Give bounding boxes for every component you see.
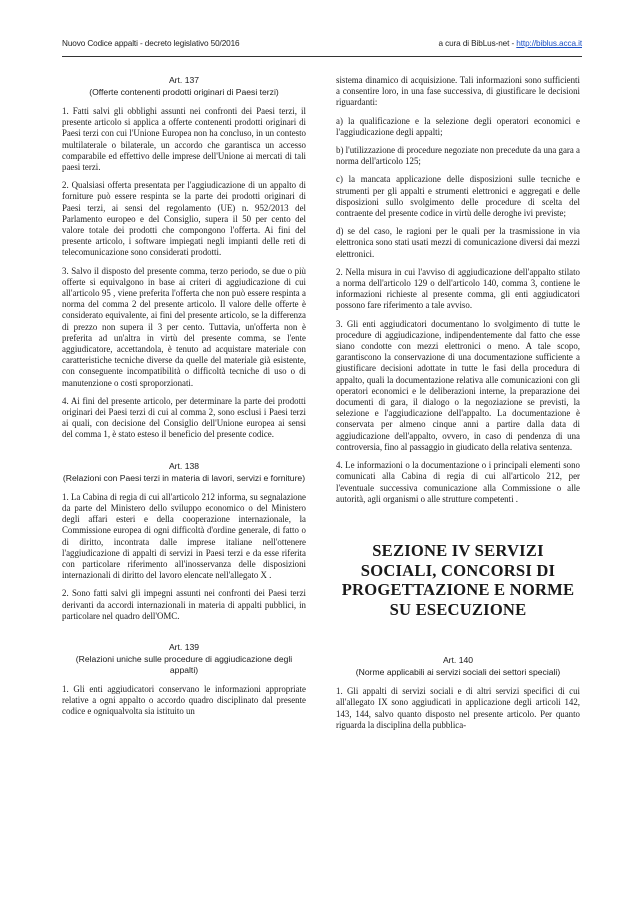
article-139 [62,642,306,718]
paragraph: 2. Nella misura in cui l'avviso di aggiudicazione dell'appalto stilato a norma dell'articolo 129 o dell'articolo 140, comma 3, contiene le informazioni richieste al presente comma, gli enti aggiudicatori possono fare riferimento a tale avviso. [336,266,580,311]
article-title: (Norme applicabili ai servizi sociali dei settori speciali) [355,667,561,678]
section-heading: SEZIONE IV SERVIZI SOCIALI, CONCORSI DI PROGETTAZIONE E NORME SU ESECUZIONE [341,540,575,619]
paragraph: 1. Gli appalti di servizi sociali e di altri servizi specifici di cui all'allegato IX sono aggiudicati in applicazione degli articoli 142, 143, 144, salvo quanto disposto nel presente articolo. Per quanto riguarda la disciplina della pubblica- [336,686,580,730]
biblus-link[interactable]: http://biblus.acca.it [516,39,582,48]
paragraph: 1. Fatti salvi gli obblighi assunti nei confronti dei Paesi terzi, il presente articolo si applica a offerte contenenti prodotti originari di Paesi terzi con cui l'Unione Europea non ha concluso, in un contesto multilaterale o bilaterale, un accordo che garantisca un accesso comparabile ed effettivo delle imprese dell'Unione ai mercati di tali paesi terzi. [62,106,306,173]
header-credit [438,39,582,48]
paragraph: c) la mancata applicazione delle disposizioni sulle tecniche e strumenti per gli appalti e strumenti elettronici e aggregati e delle disposizioni sullo svolgimento delle procedure di scelta del contraente del presente codice in virtù delle deroghe ivi previste; [336,174,580,219]
paragraph: 3. Salvo il disposto del presente comma, terzo periodo, se due o più offerte si equivalgono in base ai criteri di aggiudicazione di cui all'articolo 95 , viene preferita l'offerta che non può essere respinta a norma del comma 2 del presente articolo. Il valore delle offerte è considerato equivalente, ai fini del presente articolo, se la differenza di prezzo non supera il 3 per cento. Tuttavia, un'offerta non è preferita ad un'altra in virtù del presente comma, se l'ente aggiudicatore, accettandola, è tenuto ad acquistare materiale con caratteristiche tecniche diverse da quelle del materiale già esistente, con conseguente incompatibilità o difficoltà tecniche di uso o di manutenzione o costi sproporzionati. [62,265,306,388]
paragraph: d) se del caso, le ragioni per le quali per la trasmissione in via elettronica sono stati usati mezzi di comunicazione diversi dai mezzi elettronici. [336,226,580,259]
article-number: Art. 139 [168,641,200,652]
article-number: Art. 137 [168,75,200,85]
article-number: Art. 140 [442,655,474,666]
article-138 [62,461,306,622]
paragraph: sistema dinamico di acquisizione. Tali informazioni sono sufficienti a consentire loro, in una fase successiva, di giustificare le decisioni riguardanti: [336,75,580,108]
header-credit-text: a cura di BibLus-net - [438,39,517,48]
paragraph: 1. Gli enti aggiudicatori conservano le informazioni appropriate relative a ogni appalto o accordo quadro disciplinato dal presente codice e ogniqualvolta sia istituito un [62,683,306,717]
paragraph: 4. Ai fini del presente articolo, per determinare la parte dei prodotti originari dei Paesi terzi di cui al comma 2, sono esclusi i Paesi terzi ai quali, con decisione del Consiglio dell'Unione europea ai sensi del comma 1, è stato esteso il beneficio del presente codice. [62,395,306,440]
paragraph: 2. Sono fatti salvi gli impegni assunti nei confronti dei Paesi terzi derivanti da accordi internazionali in materia di appalti pubblici, in particolare nel quadro dell'OMC. [62,588,306,621]
paragraph: 4. Le informazioni o la documentazione o i principali elementi sono comunicati alla Cabina di regia di cui all'articolo 212, per l'eventuale successiva comunicazione alla Commissione o alle autorità, agli organismi o alle strutture competenti . [336,460,580,504]
paragraph: 3. Gli enti aggiudicatori documentano lo svolgimento di tutte le procedure di aggiudicazione, indipendentemente dal fatto che esse siano condotte con mezzi elettronici o meno. A tale scopo, garantiscono la conservazione di una documentazione sufficiente a giustificare decisioni adottate in tutte le fasi della procedura di appalto, quali la documentazione relativa alle comunicazioni con gli operatori economici e le deliberazioni interne, la preparazione dei documenti di gara, il dialogo o la negoziazione se previsti, la selezione e l'aggiudicazione dell'appalto. La documentazione è conservata per almeno cinque anni a partire dalla data di aggiudicazione dell'appalto, ovvero, in caso di pendenza di una controversia, fino al passaggio in giudicato della relativa sentenza. [336,318,580,452]
header-divider [62,56,582,57]
right-column [336,75,580,738]
page-header [62,39,582,53]
article-title: (Relazioni con Paesi terzi in materia di lavori, servizi e forniture) [62,472,306,483]
left-column [62,75,306,725]
article-140 [336,655,580,731]
paragraph: a) la qualificazione e la selezione degli operatori economici e l'aggiudicazione degli appalti; [336,115,580,137]
header-document-title: Nuovo Codice appalti - decreto legislativo 50/2016 [62,39,240,48]
paragraph: 1. La Cabina di regia di cui all'articolo 212 informa, su segnalazione da parte del Ministero dello sviluppo economico o del Ministero degli affari esteri e della cooperazione internazionale, la Commissione europea di ogni difficoltà d'ordine generale, di fatto o di diritto, incontrata dalle imprese italiane nell'ottenere l'aggiudicazione di appalti di servizi in Paesi terzi e da esse riferita con particolare riferimento all'inosservanza delle disposizioni internazionali di diritto del lavoro elencate nell'allegato X . [62,491,306,581]
article-number: Art. 138 [168,460,200,471]
article-title: (Offerte contenenti prodotti originari di Paesi terzi) [89,87,279,97]
article-title: (Relazioni uniche sulle procedure di aggiudicazione degli appalti) [75,653,293,675]
paragraph: 2. Qualsiasi offerta presentata per l'aggiudicazione di un appalto di forniture può essere respinta se la parte dei prodotti originari di Paesi terzi, ai sensi del regolamento (UE) n. 952/2013 del Parlamento europeo e del Consiglio, supera il 50 per cento del valore totale dei prodotti che compongono l'offerta. Ai fini del presente articolo, i software impiegati negli impianti delle reti di telecomunicazione sono considerati prodotti. [62,180,306,258]
paragraph: b) l'utilizzazione di procedure negoziate non precedute da una gara a norma dell'articolo 125; [336,145,580,167]
article-137 [62,75,306,441]
